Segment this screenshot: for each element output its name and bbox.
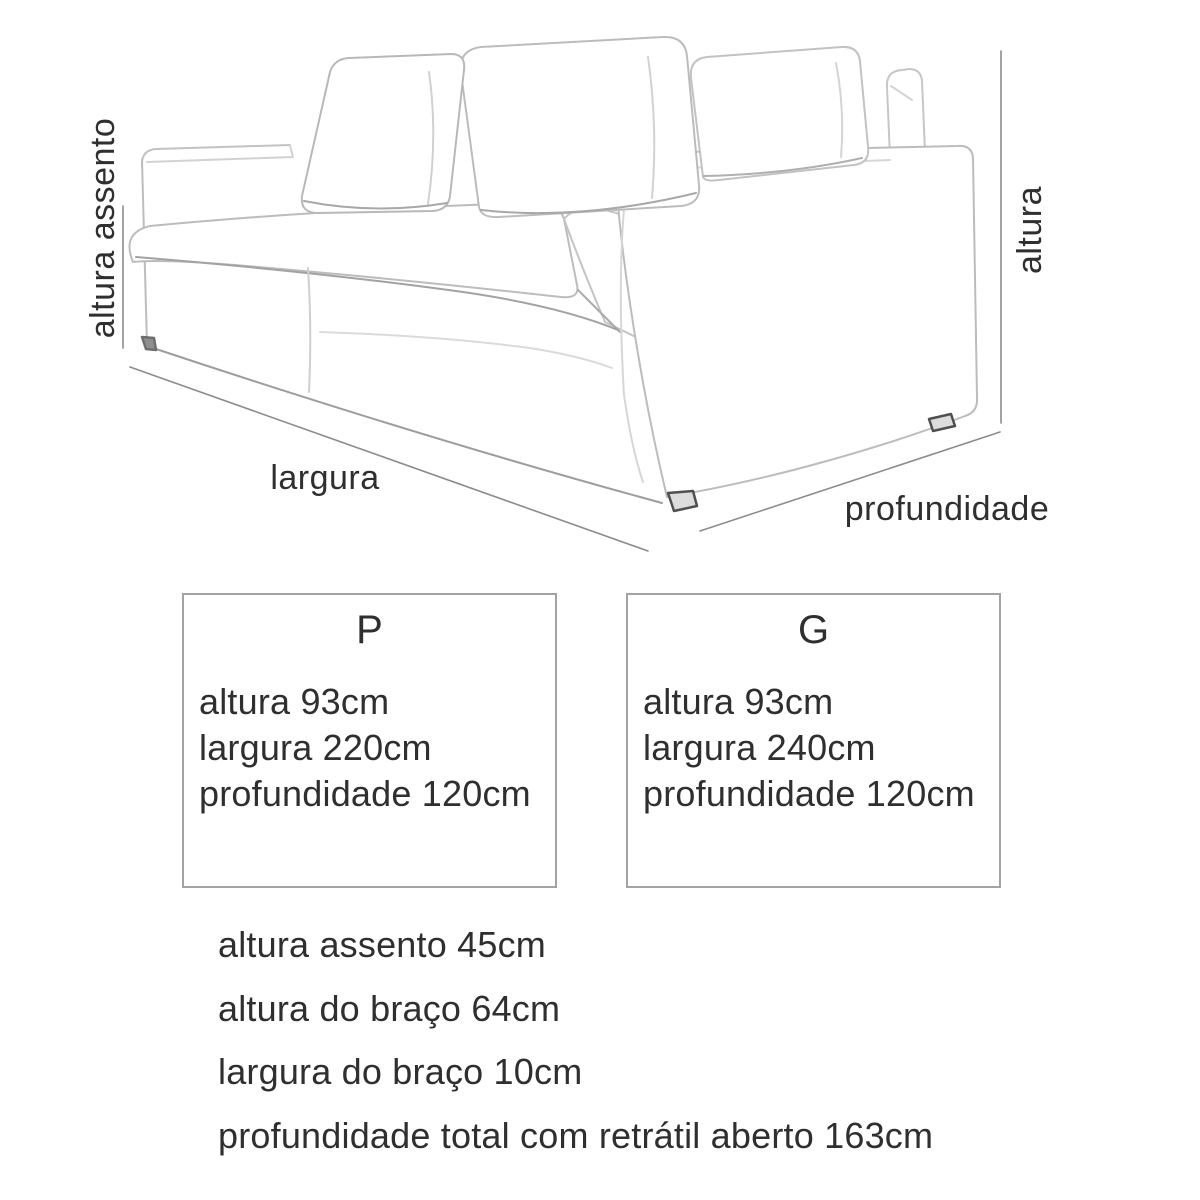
spec-line: altura 93cm <box>199 681 390 722</box>
size-card-g <box>626 593 1001 888</box>
size-card-p <box>182 593 557 888</box>
label-seat-height: altura assento <box>84 117 122 339</box>
spec-line: profundidade 120cm <box>199 773 531 814</box>
label-depth: profundidade <box>844 490 1050 528</box>
spec-line: altura 93cm <box>643 681 834 722</box>
sofa-back-pillow-right <box>691 47 868 181</box>
label-height: altura <box>1011 185 1049 275</box>
size-card-p-specs <box>199 679 551 817</box>
sofa-back-right-strip <box>887 69 925 157</box>
spec-line: altura do braço 64cm <box>218 987 561 1029</box>
size-card-g-title: G <box>797 608 830 652</box>
label-width: largura <box>270 459 380 497</box>
size-card-g-specs <box>643 679 995 817</box>
spec-line: profundidade 120cm <box>643 773 975 814</box>
size-card-p-title: P <box>356 608 383 652</box>
spec-line: largura 220cm <box>199 727 432 768</box>
spec-line: largura do braço 10cm <box>218 1051 583 1092</box>
spec-line: largura 240cm <box>643 727 876 768</box>
sofa-back-pillow-left <box>302 54 464 213</box>
sofa-back-pillow-center <box>461 37 700 217</box>
spec-line: profundidade total com retrátil aberto 163cm <box>218 1114 934 1156</box>
additional-specs <box>218 913 1158 1167</box>
spec-line: altura assento 45cm <box>218 924 546 965</box>
